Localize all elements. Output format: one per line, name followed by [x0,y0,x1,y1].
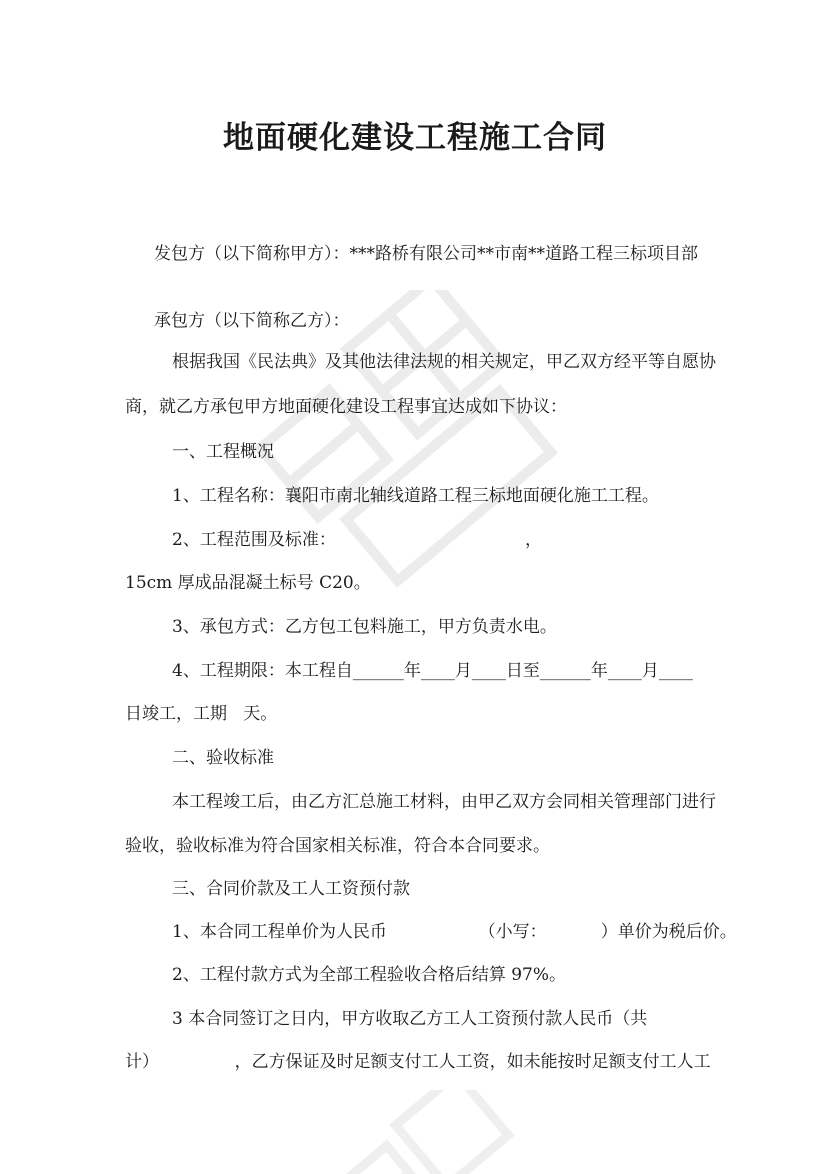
item-1-2: 2、工程范围及标准： ， [172,530,542,550]
item-3-3-line-1: 3 本合同签订之日内，甲方收取乙方工人工资预付款人民币（共 [172,1009,648,1029]
section-1-heading: 一、工程概况 [172,442,274,462]
party-b-line: 承包方（以下简称乙方）： [154,311,350,331]
section-3-heading: 三、合同价款及工人工资预付款 [172,879,410,899]
watermark-logo-bottom [300,1090,540,1174]
intro-paragraph-line-2: 商，就乙方承包甲方地面硬化建设工程事宜达成如下协议： [125,397,567,417]
item-3-2: 2、工程付款方式为全部工程验收合格后结算 97%。 [172,965,567,985]
item-1-2-continuation: 15cm 厚成品混凝土标号 C20。 [125,573,371,593]
item-3-1: 1、本合同工程单价为人民币 （小写： ）单价为税后价。 [172,922,737,942]
item-1-4-line-2: 日竣工，工期 天。 [125,704,278,724]
intro-paragraph-line-1: 根据我国《民法典》及其他法律法规的相关规定，甲乙双方经平等自愿协 [172,352,716,372]
item-3-3-line-2: 计） ，乙方保证及时足额支付工人工资，如未能按时足额支付工人工 [125,1052,711,1072]
item-1-3: 3、承包方式：乙方包工包料施工，甲方负责水电。 [172,617,557,637]
item-1-1: 1、工程名称：襄阳市南北轴线道路工程三标地面硬化施工工程。 [172,486,659,506]
party-a-line: 发包方（以下简称甲方）：***路桥有限公司**市南**道路工程三标项目部 [154,244,698,264]
section-2-line-1: 本工程竣工后，由乙方汇总施工材料，由甲乙双方会同相关管理部门进行 [172,792,716,812]
contract-title: 地面硬化建设工程施工合同 [223,120,607,156]
section-2-line-2: 验收，验收标准为符合国家相关标准，符合本合同要求。 [125,836,550,856]
section-2-heading: 二、验收标准 [172,748,274,768]
item-1-4-line-1: 4、工程期限：本工程自______年____月____日至______年____月____ [172,661,693,681]
